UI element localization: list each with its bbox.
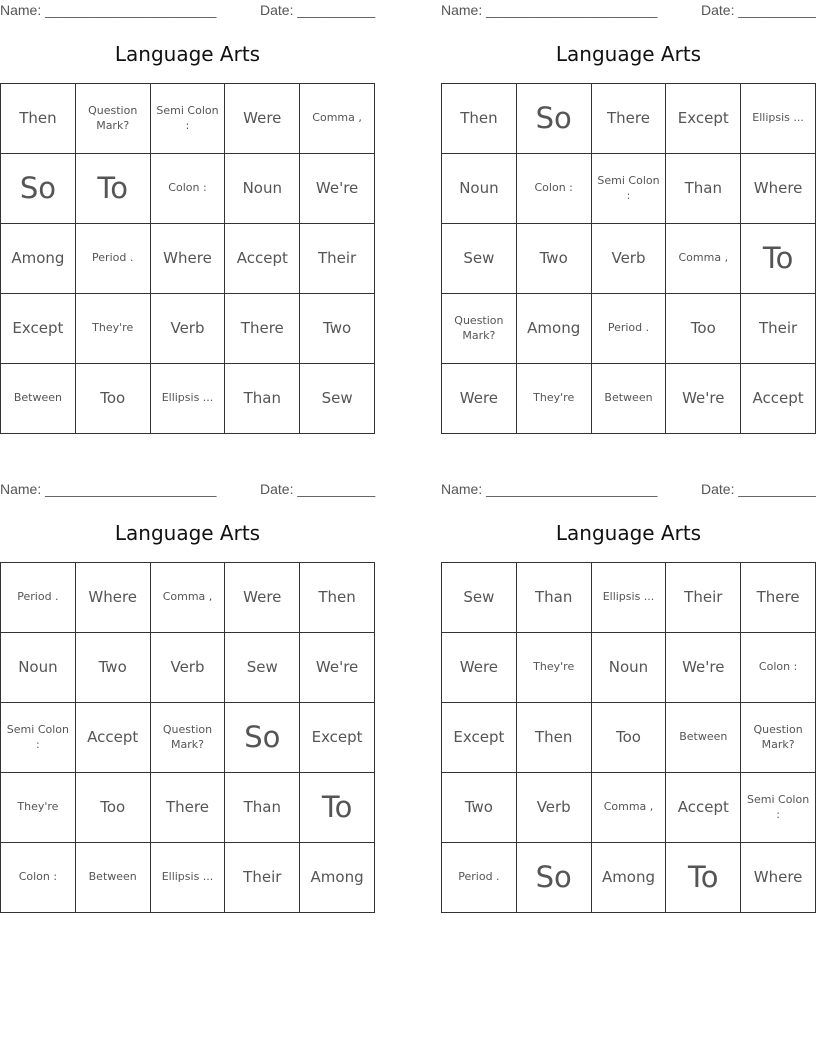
bingo-cell: Accept <box>225 224 300 294</box>
bingo-cell: So <box>225 703 300 773</box>
bingo-cell: Too <box>666 294 741 364</box>
bingo-cell: They're <box>1 773 76 843</box>
bingo-cell: Sew <box>442 563 517 633</box>
name-line: Name: ______________________ <box>441 481 658 497</box>
bingo-cell: Period . <box>1 563 76 633</box>
bingo-cell: Except <box>442 703 517 773</box>
bingo-cell: To <box>300 773 375 843</box>
name-date-row <box>0 481 375 499</box>
date-line: Date: __________ <box>260 2 376 18</box>
bingo-cell: Question Mark? <box>151 703 226 773</box>
bingo-cell: They're <box>517 364 592 434</box>
bingo-cell: Were <box>442 364 517 434</box>
date-line: Date: __________ <box>260 481 376 497</box>
bingo-cell: Ellipsis ... <box>151 843 226 913</box>
bingo-grid <box>0 83 375 434</box>
bingo-cell: Where <box>76 563 151 633</box>
bingo-cell: Colon : <box>1 843 76 913</box>
bingo-card-1 <box>0 0 375 434</box>
bingo-cell: Verb <box>151 633 226 703</box>
bingo-cell: There <box>592 84 667 154</box>
bingo-cell: Ellipsis ... <box>151 364 226 434</box>
bingo-cell: Except <box>1 294 76 364</box>
bingo-cell: Noun <box>1 633 76 703</box>
bingo-card-3 <box>0 479 375 913</box>
bingo-cell: We're <box>300 633 375 703</box>
bingo-cell: Noun <box>225 154 300 224</box>
bingo-cell: Were <box>442 633 517 703</box>
bingo-cell: Among <box>1 224 76 294</box>
bingo-cell: We're <box>666 364 741 434</box>
name-line: Name: ______________________ <box>0 481 217 497</box>
bingo-cell: There <box>225 294 300 364</box>
bingo-cell: Their <box>666 563 741 633</box>
bingo-cell: Two <box>517 224 592 294</box>
bingo-cell: Two <box>76 633 151 703</box>
bingo-cell: They're <box>517 633 592 703</box>
bingo-cell: There <box>741 563 816 633</box>
bingo-cell: Too <box>76 364 151 434</box>
bingo-cell: Question Mark? <box>76 84 151 154</box>
bingo-cell: Where <box>741 843 816 913</box>
bingo-cell: Among <box>517 294 592 364</box>
bingo-cell: Comma , <box>300 84 375 154</box>
bingo-cell: So <box>517 84 592 154</box>
bingo-cell: Were <box>225 563 300 633</box>
bingo-card-4 <box>441 479 816 913</box>
bingo-cell: Question Mark? <box>442 294 517 364</box>
bingo-cell: Verb <box>151 294 226 364</box>
bingo-cell: Then <box>300 563 375 633</box>
bingo-cell: Too <box>76 773 151 843</box>
bingo-grid <box>0 562 375 913</box>
bingo-cell: Period . <box>76 224 151 294</box>
card-title: Language Arts <box>555 521 702 545</box>
bingo-cell: Their <box>300 224 375 294</box>
bingo-cell: Than <box>517 563 592 633</box>
bingo-cell: Than <box>225 773 300 843</box>
bingo-cell: Period . <box>592 294 667 364</box>
bingo-cell: Semi Colon : <box>741 773 816 843</box>
bingo-cell: Than <box>666 154 741 224</box>
bingo-cell: We're <box>300 154 375 224</box>
bingo-cell: Where <box>151 224 226 294</box>
bingo-cell: Between <box>592 364 667 434</box>
bingo-cell: Ellipsis ... <box>741 84 816 154</box>
bingo-cell: Between <box>76 843 151 913</box>
bingo-cell: Their <box>225 843 300 913</box>
bingo-cell: Were <box>225 84 300 154</box>
name-date-row <box>441 2 816 20</box>
bingo-cell: Than <box>225 364 300 434</box>
bingo-grid <box>441 562 816 913</box>
bingo-cell: Comma , <box>151 563 226 633</box>
bingo-cell: Too <box>592 703 667 773</box>
bingo-cell: So <box>1 154 76 224</box>
bingo-cell: Question Mark? <box>741 703 816 773</box>
bingo-cell: Comma , <box>592 773 667 843</box>
bingo-card-2 <box>441 0 816 434</box>
bingo-cell: Sew <box>300 364 375 434</box>
bingo-cell: Except <box>666 84 741 154</box>
bingo-cell: Period . <box>442 843 517 913</box>
date-line: Date: __________ <box>701 481 816 497</box>
bingo-grid <box>441 83 816 434</box>
bingo-cell: Two <box>300 294 375 364</box>
bingo-cell: Sew <box>225 633 300 703</box>
bingo-cell: Colon : <box>517 154 592 224</box>
bingo-cell: Semi Colon : <box>592 154 667 224</box>
bingo-cell: Semi Colon : <box>151 84 226 154</box>
bingo-cell: Accept <box>76 703 151 773</box>
bingo-cell: Accept <box>666 773 741 843</box>
card-title: Language Arts <box>114 521 261 545</box>
name-date-row <box>441 481 816 499</box>
bingo-cell: To <box>666 843 741 913</box>
bingo-cell: Sew <box>442 224 517 294</box>
name-line: Name: ______________________ <box>0 2 217 18</box>
bingo-cell: To <box>741 224 816 294</box>
bingo-cell: We're <box>666 633 741 703</box>
bingo-cell: Between <box>1 364 76 434</box>
bingo-cell: Accept <box>741 364 816 434</box>
bingo-cell: Ellipsis ... <box>592 563 667 633</box>
bingo-cell: Their <box>741 294 816 364</box>
bingo-cell: Noun <box>442 154 517 224</box>
bingo-cell: Semi Colon : <box>1 703 76 773</box>
bingo-cell: So <box>517 843 592 913</box>
bingo-cell: Two <box>442 773 517 843</box>
bingo-cell: There <box>151 773 226 843</box>
bingo-cell: Verb <box>592 224 667 294</box>
bingo-cell: Between <box>666 703 741 773</box>
bingo-cell: Among <box>592 843 667 913</box>
card-title: Language Arts <box>114 42 261 66</box>
bingo-cell: Where <box>741 154 816 224</box>
bingo-cell: Verb <box>517 773 592 843</box>
name-line: Name: ______________________ <box>441 2 658 18</box>
bingo-cell: Colon : <box>741 633 816 703</box>
bingo-cell: Then <box>517 703 592 773</box>
bingo-cell: Then <box>1 84 76 154</box>
bingo-cell: Among <box>300 843 375 913</box>
bingo-cell: Colon : <box>151 154 226 224</box>
bingo-cell: They're <box>76 294 151 364</box>
bingo-cell: Then <box>442 84 517 154</box>
bingo-cell: Except <box>300 703 375 773</box>
date-line: Date: __________ <box>701 2 816 18</box>
card-title: Language Arts <box>555 42 702 66</box>
name-date-row <box>0 2 375 20</box>
bingo-cell: Noun <box>592 633 667 703</box>
bingo-cell: Comma , <box>666 224 741 294</box>
bingo-cell: To <box>76 154 151 224</box>
